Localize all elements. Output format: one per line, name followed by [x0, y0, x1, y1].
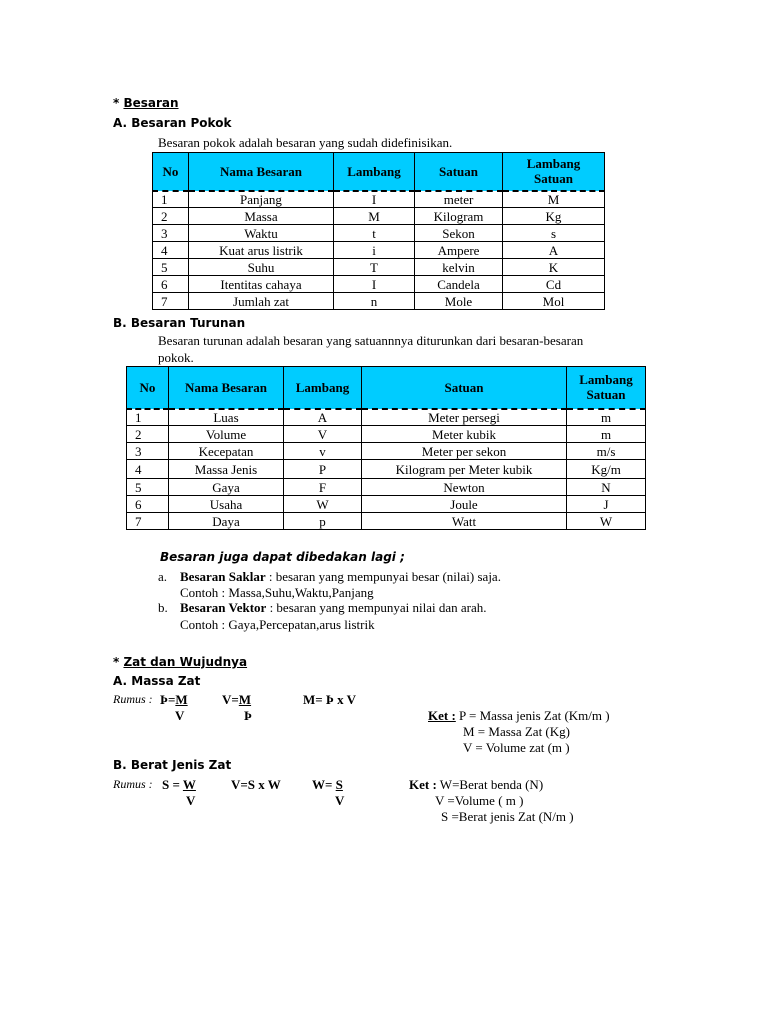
cell-lambang: A — [284, 409, 362, 426]
table-row — [127, 409, 646, 426]
formula-specific-weight: S = W — [162, 777, 196, 792]
cell-no: 4 — [153, 242, 189, 259]
table-row — [127, 426, 646, 443]
cell-no: 3 — [153, 225, 189, 242]
col-header-no: No — [153, 153, 189, 191]
cell-lambang-satuan: m — [567, 426, 646, 443]
besaran-dibedakan-heading: Besaran juga dapat dibedakan lagi ; — [160, 550, 405, 564]
cell-lambang-satuan: Kg/m — [567, 460, 646, 479]
cell-satuan: meter — [415, 191, 503, 208]
cell-lambang-satuan: M — [503, 191, 605, 208]
table-row — [153, 225, 605, 242]
cell-lambang-satuan: J — [567, 496, 646, 513]
formula-volume: V=M — [222, 692, 252, 707]
list-marker: a. — [158, 569, 168, 584]
cell-satuan: Watt — [362, 513, 567, 530]
section-zat-heading — [113, 655, 247, 669]
cell-satuan: Meter persegi — [362, 409, 567, 426]
list-example-a: Contoh : Massa,Suhu,Waktu,Panjang — [180, 585, 374, 600]
cell-satuan: Sekon — [415, 225, 503, 242]
massa-ket-line3: V = Volume zat (m ) — [463, 740, 570, 755]
cell-lambang-satuan: m/s — [567, 443, 646, 460]
cell-no: 5 — [153, 259, 189, 276]
cell-no: 1 — [127, 409, 169, 426]
cell-nama: Itentitas cahaya — [189, 276, 334, 293]
cell-no: 6 — [127, 496, 169, 513]
formula-volume-denominator: Þ — [244, 708, 252, 723]
besaran-turunan-intro-line2: pokok. — [158, 350, 194, 365]
list-term: Besaran Vektor — [180, 600, 267, 615]
cell-lambang-satuan: A — [503, 242, 605, 259]
cell-satuan: Meter kubik — [362, 426, 567, 443]
col-header-lambang: Lambang — [334, 153, 415, 191]
cell-satuan: Candela — [415, 276, 503, 293]
cell-nama: Volume — [169, 426, 284, 443]
formula-density — [160, 692, 188, 708]
cell-satuan: Joule — [362, 496, 567, 513]
heading-text: Besaran — [123, 96, 179, 110]
cell-lambang: i — [334, 242, 415, 259]
cell-satuan: Kilogram — [415, 208, 503, 225]
cell-lambang: T — [334, 259, 415, 276]
table-row — [153, 242, 605, 259]
cell-lambang-satuan: Mol — [503, 293, 605, 310]
table-header-row — [153, 153, 605, 191]
cell-lambang-satuan: s — [503, 225, 605, 242]
list-item-b — [158, 600, 487, 616]
table-row — [127, 513, 646, 530]
table-row — [153, 293, 605, 310]
cell-no: 7 — [153, 293, 189, 310]
section-besaran-heading — [113, 96, 179, 110]
cell-nama: Luas — [169, 409, 284, 426]
cell-no: 6 — [153, 276, 189, 293]
heading-text: Zat dan Wujudnya — [123, 655, 248, 669]
list-term: Besaran Saklar — [180, 569, 266, 584]
col-header-no: No — [127, 367, 169, 409]
list-marker: b. — [158, 600, 168, 615]
formula-top: Þ=M — [160, 692, 188, 707]
cell-lambang: v — [284, 443, 362, 460]
cell-nama: Jumlah zat — [189, 293, 334, 310]
cell-satuan: Kilogram per Meter kubik — [362, 460, 567, 479]
cell-nama: Kuat arus listrik — [189, 242, 334, 259]
berat-jenis-title: B. Berat Jenis Zat — [113, 758, 232, 772]
cell-nama: Usaha — [169, 496, 284, 513]
list-example-b: Contoh : Gaya,Percepatan,arus listrik — [180, 617, 375, 632]
cell-no: 2 — [153, 208, 189, 225]
ket-text: W=Berat benda (N) — [436, 777, 544, 792]
cell-nama: Kecepatan — [169, 443, 284, 460]
cell-lambang: t — [334, 225, 415, 242]
cell-lambang-satuan: W — [567, 513, 646, 530]
cell-lambang-satuan: Kg — [503, 208, 605, 225]
formula-density-denominator: V — [175, 708, 185, 723]
cell-no: 7 — [127, 513, 169, 530]
cell-lambang: M — [334, 208, 415, 225]
table-row — [153, 276, 605, 293]
col-header-lambang-satuan: Lambang Satuan — [567, 367, 646, 409]
cell-lambang: P — [284, 460, 362, 479]
cell-no: 5 — [127, 479, 169, 496]
list-desc: : besaran yang mempunyai besar (nilai) saja. — [265, 569, 501, 584]
besaran-turunan-intro-line1: Besaran turunan adalah besaran yang satuannnya diturunkan dari besaran-besaran — [158, 333, 584, 348]
massa-zat-title: A. Massa Zat — [113, 674, 201, 688]
col-header-nama: Nama Besaran — [189, 153, 334, 191]
ket-text: P = Massa jenis Zat (Km/m ) — [455, 708, 610, 723]
cell-no: 3 — [127, 443, 169, 460]
besaran-pokok-intro: Besaran pokok adalah besaran yang sudah didefinisikan. — [158, 135, 453, 150]
berat-ket-line1 — [409, 777, 543, 793]
cell-lambang: I — [334, 191, 415, 208]
table-header-row — [127, 367, 646, 409]
cell-lambang: I — [334, 276, 415, 293]
berat-ket-line2: V =Volume ( m ) — [435, 793, 524, 808]
col-header-lambang-satuan: Lambang Satuan — [503, 153, 605, 191]
col-header-lambang: Lambang — [284, 367, 362, 409]
cell-no: 1 — [153, 191, 189, 208]
massa-ket-line1 — [428, 708, 610, 724]
list-desc: : besaran yang mempunyai nilai dan arah. — [266, 600, 487, 615]
cell-nama: Waktu — [189, 225, 334, 242]
table-row — [153, 259, 605, 276]
massa-ket-line2: M = Massa Zat (Kg) — [463, 724, 570, 739]
table-row — [127, 479, 646, 496]
cell-lambang-satuan: K — [503, 259, 605, 276]
cell-nama: Suhu — [189, 259, 334, 276]
cell-no: 4 — [127, 460, 169, 479]
cell-lambang-satuan: Cd — [503, 276, 605, 293]
massa-rumus-label: Rumus : — [113, 692, 153, 706]
cell-lambang-satuan: N — [567, 479, 646, 496]
cell-satuan: kelvin — [415, 259, 503, 276]
table-besaran-pokok — [152, 152, 605, 310]
heading-star: * — [113, 655, 124, 669]
cell-nama: Daya — [169, 513, 284, 530]
col-header-satuan: Satuan — [362, 367, 567, 409]
cell-satuan: Mole — [415, 293, 503, 310]
cell-nama: Massa — [189, 208, 334, 225]
table-row — [127, 443, 646, 460]
table-row — [153, 191, 605, 208]
formula-specific-weight-denominator: V — [186, 793, 196, 808]
cell-nama: Massa Jenis — [169, 460, 284, 479]
heading-star: * — [113, 96, 124, 110]
cell-no: 2 — [127, 426, 169, 443]
cell-satuan: Ampere — [415, 242, 503, 259]
besaran-turunan-title: B. Besaran Turunan — [113, 316, 246, 330]
table-row — [153, 208, 605, 225]
ket-label: Ket : — [428, 708, 456, 723]
cell-lambang: V — [284, 426, 362, 443]
cell-satuan: Newton — [362, 479, 567, 496]
cell-satuan: Meter per sekon — [362, 443, 567, 460]
formula-mass: M= Þ x V — [303, 692, 357, 707]
ket-label: Ket : — [409, 777, 437, 792]
formula-volume-sw: V=S x W — [231, 777, 281, 792]
cell-nama: Gaya — [169, 479, 284, 496]
list-item-a — [158, 569, 501, 585]
formula-weight-denominator: V — [335, 793, 345, 808]
table-row — [127, 496, 646, 513]
cell-nama: Panjang — [189, 191, 334, 208]
cell-lambang-satuan: m — [567, 409, 646, 426]
cell-lambang: n — [334, 293, 415, 310]
besaran-pokok-title: A. Besaran Pokok — [113, 116, 232, 130]
col-header-nama: Nama Besaran — [169, 367, 284, 409]
col-header-satuan: Satuan — [415, 153, 503, 191]
berat-ket-line3: S =Berat jenis Zat (N/m ) — [441, 809, 574, 824]
cell-lambang: F — [284, 479, 362, 496]
cell-lambang: W — [284, 496, 362, 513]
formula-weight: W= S — [312, 777, 343, 792]
berat-rumus-label: Rumus : — [113, 777, 153, 791]
table-row — [127, 460, 646, 479]
cell-lambang: p — [284, 513, 362, 530]
table-besaran-turunan — [126, 366, 646, 530]
